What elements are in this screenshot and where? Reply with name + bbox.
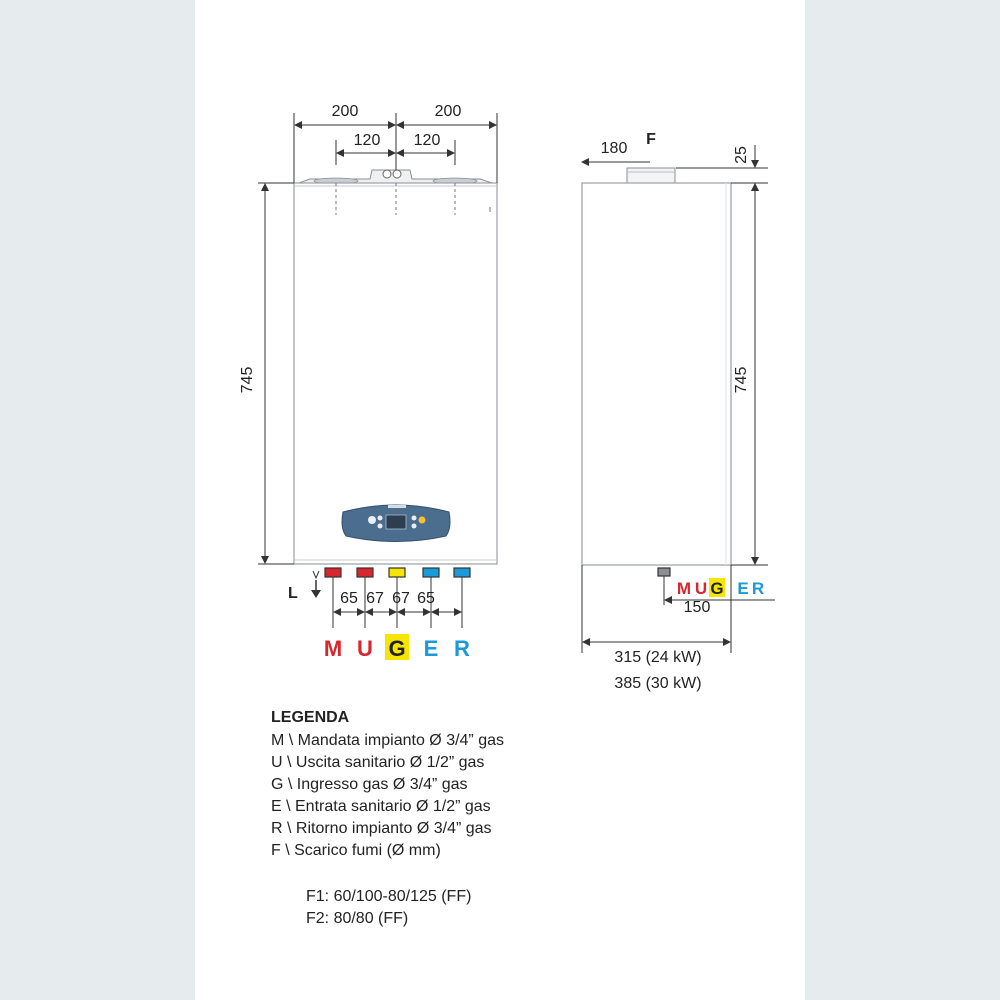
control-panel bbox=[342, 505, 450, 542]
dim-front-height: 745 bbox=[239, 366, 256, 394]
display-screen bbox=[386, 515, 406, 529]
connection-letter: G bbox=[388, 636, 406, 661]
legend-item: E \ Entrata sanitario Ø 1/2” gas bbox=[271, 798, 491, 815]
dim-flue-offset: 180 bbox=[600, 140, 628, 157]
dim-spacing: 65 bbox=[417, 590, 435, 607]
connection-letter: U bbox=[357, 636, 373, 661]
dim-front-width-right: 200 bbox=[434, 103, 462, 120]
drain-label: L bbox=[288, 585, 298, 602]
legend-item: U \ Uscita sanitario Ø 1/2” gas bbox=[271, 754, 485, 771]
dim-front-width-left: 200 bbox=[331, 103, 359, 120]
dim-depth-30: 385 (30 kW) bbox=[614, 675, 702, 692]
connection-letter-side: M bbox=[676, 579, 692, 598]
dim-spacing: 67 bbox=[392, 590, 410, 607]
boiler-side-body bbox=[582, 183, 731, 565]
legend-item: F \ Scarico fumi (Ø mm) bbox=[271, 842, 441, 859]
dim-inner-left: 120 bbox=[353, 132, 381, 149]
connection-letter-side: U bbox=[694, 579, 708, 598]
panel-knob-icon bbox=[368, 516, 376, 524]
front-view bbox=[239, 103, 497, 661]
dim-connection-offset: 150 bbox=[683, 599, 711, 616]
flue-option: F2: 80/80 (FF) bbox=[306, 910, 409, 927]
flue-label: F bbox=[646, 131, 656, 148]
legend-item: R \ Ritorno impianto Ø 3/4” gas bbox=[271, 820, 492, 837]
bottom-connectors bbox=[325, 568, 470, 577]
legend-item: M \ Mandata impianto Ø 3/4” gas bbox=[271, 732, 504, 749]
connection-letter-side: R bbox=[751, 579, 765, 598]
dim-depth-24: 315 (24 kW) bbox=[614, 649, 702, 666]
legend-item: G \ Ingresso gas Ø 3/4” gas bbox=[271, 776, 468, 793]
side-connector bbox=[658, 568, 670, 576]
dim-spacing: 65 bbox=[340, 590, 358, 607]
brand-logo bbox=[388, 505, 406, 508]
drain-icon bbox=[311, 571, 321, 598]
flue-option: F1: 60/100-80/125 (FF) bbox=[306, 888, 472, 905]
legend-title: LEGENDA bbox=[271, 709, 350, 726]
dim-inner-right: 120 bbox=[413, 132, 441, 149]
connection-letter: M bbox=[323, 636, 343, 661]
power-button-icon bbox=[419, 517, 426, 524]
connection-letter-side: E bbox=[737, 579, 749, 598]
connection-letter: R bbox=[454, 636, 470, 661]
dim-top-gap: 25 bbox=[733, 146, 750, 164]
legend bbox=[271, 707, 691, 930]
side-view bbox=[582, 131, 775, 692]
connection-letter-side: G bbox=[710, 579, 724, 598]
dim-side-height: 745 bbox=[733, 366, 750, 394]
connection-letter: E bbox=[423, 636, 439, 661]
dim-spacing: 67 bbox=[366, 590, 384, 607]
flue-pipe bbox=[627, 168, 675, 183]
